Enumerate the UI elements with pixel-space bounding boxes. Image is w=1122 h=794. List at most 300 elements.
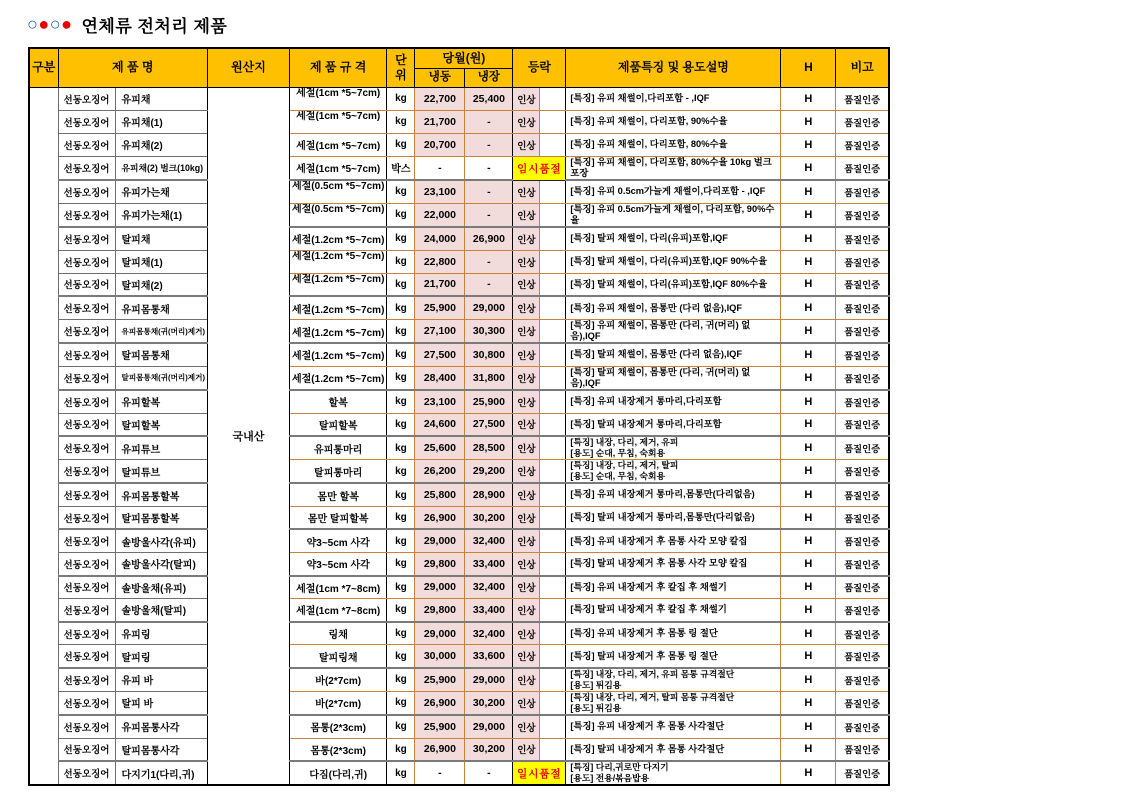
cell-note: 품질인증 <box>836 460 889 483</box>
cell-origin-merged: 국내산 <box>207 87 289 785</box>
cell-note: 품질인증 <box>836 761 889 785</box>
cell-note: 품질인증 <box>836 390 889 413</box>
cell-price-frozen: 29,800 <box>415 599 465 622</box>
cell-h: H <box>781 645 836 668</box>
cell-note: 품질인증 <box>836 133 889 156</box>
cell-product-name: 탈피할복 <box>115 413 207 436</box>
cell-description: [특징] 탈피 채썰이, 다리(유피)포함,IQF <box>566 227 781 250</box>
cell-product-name: 유피가는채(1) <box>115 203 207 227</box>
cell-price-chilled: - <box>465 133 513 156</box>
cell-product-name: 다지기1(다리,귀) <box>115 761 207 785</box>
cell-product-name: 유피링 <box>115 622 207 645</box>
cell-change-extra <box>540 413 566 436</box>
cell-price-chilled: 30,300 <box>465 319 513 343</box>
cell-spec: 세절(1.2cm *5~7cm) <box>289 273 386 296</box>
table-row <box>29 227 889 250</box>
cell-change: 인상 <box>513 668 540 691</box>
cell-category: 선동오징어 <box>58 506 115 529</box>
cell-product-name: 유피몸통채(귀(머리)제거) <box>115 319 207 343</box>
cell-description: [특징] 내장, 다리, 제거, 탈피 몸통 규격절단 [용도] 튀김용 <box>566 691 781 714</box>
cell-product-name: 유피 바 <box>115 668 207 691</box>
cell-spec: 몸만 할복 <box>289 483 386 506</box>
cell-spec: 세절(1cm *5~7cm) <box>289 110 386 133</box>
cell-unit: kg <box>387 668 415 691</box>
cell-h: H <box>781 622 836 645</box>
cell-unit: kg <box>387 436 415 459</box>
cell-note: 품질인증 <box>836 319 889 343</box>
table-row <box>29 460 889 483</box>
cell-change: 인상 <box>513 227 540 250</box>
cell-product-name: 탈피 바 <box>115 691 207 714</box>
cell-description: [특징] 유피 내장제거 후 몸통 사각절단 <box>566 715 781 738</box>
cell-category: 선동오징어 <box>58 156 115 180</box>
cell-price-frozen: 26,900 <box>415 738 465 761</box>
table-row <box>29 738 889 761</box>
cell-change-extra <box>540 390 566 413</box>
circle-outline-icon: ○ <box>49 13 62 34</box>
cell-price-chilled: - <box>465 203 513 227</box>
cell-price-frozen: 24,000 <box>415 227 465 250</box>
cell-product-name: 탈피몸통채(귀(머리)제거) <box>115 366 207 390</box>
table-header <box>29 48 889 87</box>
cell-price-chilled: 25,900 <box>465 390 513 413</box>
cell-h: H <box>781 203 836 227</box>
table-row <box>29 715 889 738</box>
cell-note: 품질인증 <box>836 87 889 110</box>
table-row <box>29 576 889 599</box>
cell-product-name: 유피몸통할복 <box>115 483 207 506</box>
cell-spec: 탈피링채 <box>289 645 386 668</box>
table-row <box>29 203 889 227</box>
cell-category: 선동오징어 <box>58 645 115 668</box>
cell-change-extra <box>540 87 566 110</box>
cell-spec: 세절(1.2cm *5~7cm) <box>289 227 386 250</box>
cell-change: 인상 <box>513 273 540 296</box>
cell-change-extra <box>540 691 566 714</box>
cell-description: [특징] 탈피 내장제거 후 몸통 사각절단 <box>566 738 781 761</box>
cell-note: 품질인증 <box>836 553 889 576</box>
cell-price-chilled: 33,600 <box>465 645 513 668</box>
cell-h: H <box>781 529 836 552</box>
cell-change-extra <box>540 250 566 273</box>
cell-price-frozen: 30,000 <box>415 645 465 668</box>
cell-description: [특징] 탈피 내장제거 후 칼집 후 채썰기 <box>566 599 781 622</box>
cell-description: [특징] 유피 내장제거 통마리,다리포함 <box>566 390 781 413</box>
cell-unit: kg <box>387 87 415 110</box>
cell-price-frozen: 27,100 <box>415 319 465 343</box>
cell-description: [특징] 탈피 내장제거 후 몸통 사각 모양 칼집 <box>566 553 781 576</box>
cell-unit: kg <box>387 133 415 156</box>
cell-change-extra <box>540 738 566 761</box>
cell-price-chilled: 32,400 <box>465 576 513 599</box>
table-row <box>29 343 889 366</box>
cell-change: 인상 <box>513 691 540 714</box>
table-row <box>29 622 889 645</box>
cell-description: [특징] 유피 내장제거 후 몸통 사각 모양 칼집 <box>566 529 781 552</box>
cell-description: [특징] 탈피 채썰이, 다리(유피)포함,IQF 90%수율 <box>566 250 781 273</box>
header-chilled: 냉장 <box>465 68 513 87</box>
cell-spec: 탈피통마리 <box>289 460 386 483</box>
cell-description: [특징] 유피 채썰이, 몸통만 (다리, 귀(머리) 없음),IQF <box>566 319 781 343</box>
cell-price-chilled: 30,200 <box>465 738 513 761</box>
cell-category: 선동오징어 <box>58 319 115 343</box>
cell-category: 선동오징어 <box>58 668 115 691</box>
cell-unit: kg <box>387 390 415 413</box>
cell-description: [특징] 탈피 채썰이, 몸통만 (다리, 귀(머리) 없음),IQF <box>566 366 781 390</box>
cell-unit: kg <box>387 366 415 390</box>
cell-spec: 링채 <box>289 622 386 645</box>
table-row <box>29 110 889 133</box>
cell-price-frozen: 25,600 <box>415 436 465 459</box>
cell-unit: kg <box>387 599 415 622</box>
circle-filled-icon: ● <box>61 13 73 34</box>
cell-product-name: 탈피채 <box>115 227 207 250</box>
cell-price-chilled: 28,900 <box>465 483 513 506</box>
product-table <box>28 47 890 786</box>
cell-category: 선동오징어 <box>58 691 115 714</box>
cell-category: 선동오징어 <box>58 343 115 366</box>
cell-spec: 세절(1.2cm *5~7cm) <box>289 250 386 273</box>
header-note: 비고 <box>836 48 889 87</box>
cell-unit: kg <box>387 715 415 738</box>
cell-price-chilled: 29,200 <box>465 460 513 483</box>
cell-spec: 세절(0.5cm *5~7cm) <box>289 180 386 203</box>
cell-h: H <box>781 87 836 110</box>
cell-category: 선동오징어 <box>58 110 115 133</box>
cell-product-name: 솔방울채(유피) <box>115 576 207 599</box>
cell-spec: 세절(1cm *5~7cm) <box>289 133 386 156</box>
cell-description: [특징] 유피 내장제거 통마리,몸통만(다리없음) <box>566 483 781 506</box>
cell-price-frozen: 21,700 <box>415 110 465 133</box>
cell-price-chilled: 29,000 <box>465 715 513 738</box>
cell-product-name: 탈피몸통사각 <box>115 738 207 761</box>
cell-h: H <box>781 296 836 319</box>
cell-note: 품질인증 <box>836 156 889 180</box>
cell-note: 품질인증 <box>836 273 889 296</box>
cell-price-frozen: 24,600 <box>415 413 465 436</box>
cell-change: 인상 <box>513 296 540 319</box>
cell-price-frozen: 25,800 <box>415 483 465 506</box>
cell-unit: kg <box>387 180 415 203</box>
table-row <box>29 529 889 552</box>
cell-price-chilled: 30,200 <box>465 691 513 714</box>
cell-price-frozen: 23,100 <box>415 390 465 413</box>
cell-description: [특징] 탈피 내장제거 후 몸통 링 절단 <box>566 645 781 668</box>
cell-product-name: 탈피링 <box>115 645 207 668</box>
cell-product-name: 솔방울채(탈피) <box>115 599 207 622</box>
cell-change: 인상 <box>513 622 540 645</box>
cell-note: 품질인증 <box>836 203 889 227</box>
cell-note: 품질인증 <box>836 645 889 668</box>
cell-spec: 세절(1cm *7~8cm) <box>289 599 386 622</box>
cell-price-chilled: 30,200 <box>465 506 513 529</box>
cell-change: 인상 <box>513 645 540 668</box>
cell-note: 품질인증 <box>836 599 889 622</box>
cell-unit: kg <box>387 273 415 296</box>
cell-unit: kg <box>387 691 415 714</box>
cell-description: [특징] 탈피 채썰이, 몸통만 (다리 없음),IQF <box>566 343 781 366</box>
cell-h: H <box>781 483 836 506</box>
cell-category: 선동오징어 <box>58 273 115 296</box>
cell-product-name: 유피몸통채 <box>115 296 207 319</box>
table-row <box>29 668 889 691</box>
cell-unit: kg <box>387 460 415 483</box>
cell-h: H <box>781 227 836 250</box>
cell-description: [특징] 탈피 채썰이, 다리(유피)포함,IQF 80%수율 <box>566 273 781 296</box>
table-row <box>29 645 889 668</box>
cell-unit: kg <box>387 343 415 366</box>
cell-change: 인상 <box>513 715 540 738</box>
cell-product-name: 유피튜브 <box>115 436 207 459</box>
cell-note: 품질인증 <box>836 250 889 273</box>
cell-note: 품질인증 <box>836 413 889 436</box>
cell-description: [특징] 내장, 다리, 제거, 유피 몸통 규격절단 [용도] 튀김용 <box>566 668 781 691</box>
cell-spec: 유피통마리 <box>289 436 386 459</box>
cell-price-frozen: 26,900 <box>415 691 465 714</box>
cell-change-extra <box>540 319 566 343</box>
cell-description: [특징] 탈피 내장제거 통마리,다리포함 <box>566 413 781 436</box>
cell-price-frozen: 27,500 <box>415 343 465 366</box>
cell-note: 품질인증 <box>836 343 889 366</box>
table-body <box>29 87 889 785</box>
cell-h: H <box>781 343 836 366</box>
cell-change-extra <box>540 436 566 459</box>
cell-price-chilled: - <box>465 250 513 273</box>
cell-spec: 약3~5cm 사각 <box>289 553 386 576</box>
cell-product-name: 유피채(1) <box>115 110 207 133</box>
cell-change: 인상 <box>513 576 540 599</box>
cell-h: H <box>781 273 836 296</box>
table-row <box>29 506 889 529</box>
cell-change: 인상 <box>513 553 540 576</box>
cell-category: 선동오징어 <box>58 483 115 506</box>
cell-note: 품질인증 <box>836 366 889 390</box>
cell-spec: 세절(1.2cm *5~7cm) <box>289 343 386 366</box>
cell-price-chilled: 31,800 <box>465 366 513 390</box>
cell-change-extra <box>540 203 566 227</box>
cell-h: H <box>781 460 836 483</box>
cell-unit: kg <box>387 645 415 668</box>
cell-change-extra <box>540 366 566 390</box>
cell-change-extra <box>540 622 566 645</box>
cell-product-name: 유피채(2) 벌크(10kg) <box>115 156 207 180</box>
cell-spec: 바(2*7cm) <box>289 668 386 691</box>
cell-price-chilled: 26,900 <box>465 227 513 250</box>
cell-price-frozen: 26,200 <box>415 460 465 483</box>
cell-change-extra <box>540 483 566 506</box>
cell-spec: 세절(1cm *5~7cm) <box>289 156 386 180</box>
cell-product-name: 유피채(2) <box>115 133 207 156</box>
cell-category: 선동오징어 <box>58 413 115 436</box>
cell-h: H <box>781 668 836 691</box>
cell-h: H <box>781 133 836 156</box>
table-row <box>29 761 889 785</box>
cell-h: H <box>781 553 836 576</box>
cell-price-frozen: 22,800 <box>415 250 465 273</box>
cell-unit: kg <box>387 413 415 436</box>
cell-category: 선동오징어 <box>58 622 115 645</box>
header-kubun: 구분 <box>29 48 58 87</box>
table-row <box>29 553 889 576</box>
cell-h: H <box>781 413 836 436</box>
cell-spec: 할복 <box>289 390 386 413</box>
table-row <box>29 87 889 110</box>
cell-price-frozen: 29,800 <box>415 553 465 576</box>
cell-description: [특징] 다리,귀로만 다지기 [용도] 전용/볶음밥용 <box>566 761 781 785</box>
cell-price-frozen: 25,900 <box>415 296 465 319</box>
cell-price-chilled: 33,400 <box>465 599 513 622</box>
cell-change: 인상 <box>513 87 540 110</box>
cell-note: 품질인증 <box>836 110 889 133</box>
cell-change-extra <box>540 576 566 599</box>
cell-price-chilled: - <box>465 180 513 203</box>
cell-spec: 세절(1.2cm *5~7cm) <box>289 319 386 343</box>
cell-price-frozen: 26,900 <box>415 506 465 529</box>
cell-change-extra <box>540 529 566 552</box>
cell-price-chilled: - <box>465 761 513 785</box>
cell-unit: kg <box>387 227 415 250</box>
table-row <box>29 413 889 436</box>
cell-unit: kg <box>387 529 415 552</box>
table-row <box>29 366 889 390</box>
cell-change: 인상 <box>513 110 540 133</box>
cell-change-extra <box>540 506 566 529</box>
cell-change-extra <box>540 227 566 250</box>
table-row <box>29 133 889 156</box>
cell-description: [특징] 유피 채썰이,다리포함 - ,IQF <box>566 87 781 110</box>
cell-price-chilled: 27,500 <box>465 413 513 436</box>
cell-change: 인상 <box>513 133 540 156</box>
cell-note: 품질인증 <box>836 483 889 506</box>
cell-price-chilled: - <box>465 273 513 296</box>
cell-h: H <box>781 156 836 180</box>
cell-change: 인상 <box>513 460 540 483</box>
cell-price-frozen: 25,900 <box>415 668 465 691</box>
cell-change: 인상 <box>513 506 540 529</box>
cell-category: 선동오징어 <box>58 296 115 319</box>
cell-price-chilled: 25,400 <box>465 87 513 110</box>
page-title <box>27 12 227 37</box>
cell-change: 인상 <box>513 599 540 622</box>
cell-change-extra <box>540 553 566 576</box>
cell-category: 선동오징어 <box>58 180 115 203</box>
header-spec: 제 품 규 격 <box>289 48 386 87</box>
table-row <box>29 483 889 506</box>
cell-description: [특징] 유피 채썰이, 몸통만 (다리 없음),IQF <box>566 296 781 319</box>
header-unit: 단위 <box>387 48 415 87</box>
cell-description: [특징] 유피 내장제거 후 칼집 후 채썰기 <box>566 576 781 599</box>
table-row <box>29 296 889 319</box>
cell-spec: 세절(1.2cm *5~7cm) <box>289 366 386 390</box>
cell-change: 인상 <box>513 483 540 506</box>
header-frozen: 냉동 <box>415 68 465 87</box>
cell-note: 품질인증 <box>836 738 889 761</box>
cell-note: 품질인증 <box>836 529 889 552</box>
cell-category: 선동오징어 <box>58 87 115 110</box>
cell-change-extra <box>540 296 566 319</box>
cell-product-name: 유피몸통사각 <box>115 715 207 738</box>
cell-product-name: 솔방울사각(탈피) <box>115 553 207 576</box>
header-product-name: 제 품 명 <box>58 48 207 87</box>
header-description: 제품특징 및 용도설명 <box>566 48 781 87</box>
cell-price-chilled: - <box>465 156 513 180</box>
cell-note: 품질인증 <box>836 436 889 459</box>
table-row <box>29 599 889 622</box>
cell-h: H <box>781 576 836 599</box>
cell-note: 품질인증 <box>836 180 889 203</box>
table-row <box>29 390 889 413</box>
header-origin: 원산지 <box>207 48 289 87</box>
cell-change: 인상 <box>513 366 540 390</box>
cell-change: 인상 <box>513 180 540 203</box>
cell-change: 인상 <box>513 390 540 413</box>
cell-change-extra <box>540 133 566 156</box>
cell-category: 선동오징어 <box>58 761 115 785</box>
cell-h: H <box>781 366 836 390</box>
cell-product-name: 솔방울사각(유피) <box>115 529 207 552</box>
cell-change-extra <box>540 460 566 483</box>
cell-change: 임시품절 <box>513 156 566 180</box>
cell-category: 선동오징어 <box>58 576 115 599</box>
cell-change-extra <box>540 180 566 203</box>
cell-change: 인상 <box>513 203 540 227</box>
cell-spec: 몸통(2*3cm) <box>289 738 386 761</box>
cell-price-chilled: 30,800 <box>465 343 513 366</box>
cell-price-frozen: 22,000 <box>415 203 465 227</box>
cell-change: 인상 <box>513 436 540 459</box>
cell-note: 품질인증 <box>836 622 889 645</box>
cell-category: 선동오징어 <box>58 250 115 273</box>
cell-change: 인상 <box>513 413 540 436</box>
cell-unit: kg <box>387 576 415 599</box>
cell-description: [특징] 내장, 다리, 제거, 유피 [용도] 순대, 무침, 숙회용 <box>566 436 781 459</box>
cell-product-name: 탈피채(2) <box>115 273 207 296</box>
cell-h: H <box>781 691 836 714</box>
cell-category: 선동오징어 <box>58 436 115 459</box>
cell-category: 선동오징어 <box>58 227 115 250</box>
cell-spec: 세절(1.2cm *5~7cm) <box>289 296 386 319</box>
cell-change: 인상 <box>513 738 540 761</box>
cell-change-extra <box>540 668 566 691</box>
cell-spec: 바(2*7cm) <box>289 691 386 714</box>
header-change: 등락 <box>513 48 566 87</box>
cell-h: H <box>781 506 836 529</box>
cell-change-extra <box>540 343 566 366</box>
cell-product-name: 유피채 <box>115 87 207 110</box>
cell-category: 선동오징어 <box>58 599 115 622</box>
cell-price-frozen: 29,000 <box>415 622 465 645</box>
cell-change-extra <box>540 715 566 738</box>
header-month-price: 당월(원) <box>415 48 513 68</box>
cell-unit: kg <box>387 738 415 761</box>
cell-spec: 약3~5cm 사각 <box>289 529 386 552</box>
header-h: H <box>781 48 836 87</box>
circle-outline-icon: ○ <box>27 13 39 34</box>
cell-change: 인상 <box>513 319 540 343</box>
cell-h: H <box>781 319 836 343</box>
cell-change: 인상 <box>513 250 540 273</box>
cell-change: 인상 <box>513 343 540 366</box>
cell-category: 선동오징어 <box>58 390 115 413</box>
page-title-text: 연체류 전처리 제품 <box>81 17 228 36</box>
cell-change: 인상 <box>513 529 540 552</box>
cell-h: H <box>781 738 836 761</box>
cell-category: 선동오징어 <box>58 715 115 738</box>
cell-h: H <box>781 715 836 738</box>
table-row <box>29 436 889 459</box>
cell-description: [특징] 유피 채썰이, 다리포함, 90%수율 <box>566 110 781 133</box>
cell-category: 선동오징어 <box>58 203 115 227</box>
